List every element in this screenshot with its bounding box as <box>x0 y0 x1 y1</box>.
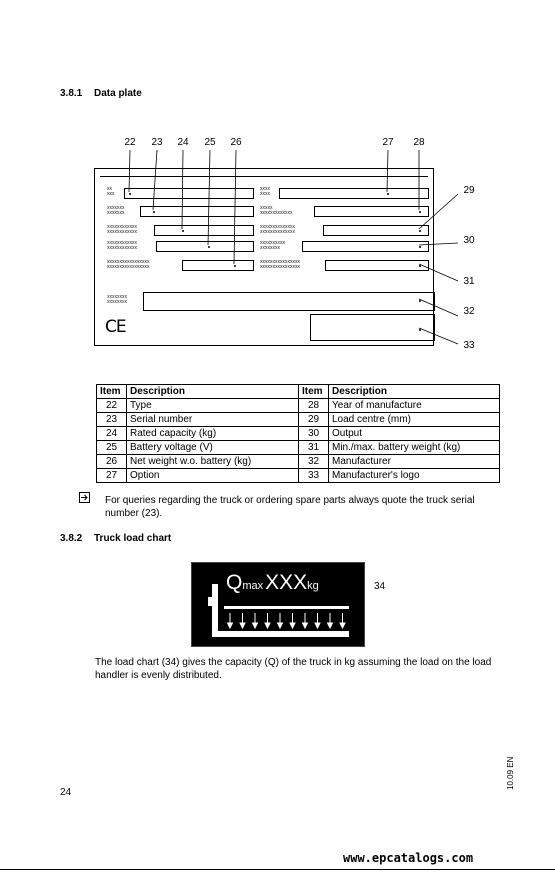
ce-mark: CE <box>105 317 126 337</box>
section-title: Truck load chart <box>94 533 172 544</box>
item-cell: 29 <box>299 413 329 427</box>
item-cell: 32 <box>299 455 329 469</box>
plate-label: xxxxxxx xxxxxxx <box>107 205 125 216</box>
description-cell: Rated capacity (kg) <box>127 427 299 441</box>
table-row <box>97 469 500 483</box>
load-arrow-head <box>328 623 333 628</box>
header-description: Description <box>329 385 500 399</box>
plate-label: xxxxxxxxxxxx xxxxxxxxxxxx <box>107 240 137 251</box>
load-arrow-head <box>265 623 270 628</box>
footer-url[interactable]: www.epcatalogs.com <box>343 851 474 865</box>
table-row <box>97 399 500 413</box>
callout-24: 24 <box>177 137 189 148</box>
load-arrow-head <box>253 623 258 628</box>
table-header-row <box>97 385 500 399</box>
callout-25: 25 <box>204 137 216 148</box>
callout-27: 27 <box>382 137 394 148</box>
description-cell: Net weight w.o. battery (kg) <box>127 455 299 469</box>
page-number: 24 <box>60 787 72 798</box>
item-cell: 22 <box>97 399 127 413</box>
plate-label: xxxxxxxxxx xxxxxxxx <box>260 240 285 251</box>
section-title: Data plate <box>94 88 142 99</box>
plate-label: xxxxxxxx xxxxxxxx <box>107 294 127 305</box>
table-row <box>97 441 500 455</box>
table-row <box>97 427 500 441</box>
plate-label: xxxxxxxxxxxx xxxxxxxxxxxx <box>107 224 137 235</box>
table-row <box>97 455 500 469</box>
description-cell: Manufacturer <box>329 455 500 469</box>
load-arrow-head <box>303 623 308 628</box>
section-heading-truck-load-chart <box>60 533 171 544</box>
header-description: Description <box>127 385 299 399</box>
item-cell: 23 <box>97 413 127 427</box>
section-number: 3.8.2 <box>60 533 83 544</box>
qmax-label: QmaxXXXkg <box>226 571 319 594</box>
description-cell: Output <box>329 427 500 441</box>
plate-label: xxxxx xxxxxxxxxxxxx <box>260 205 293 216</box>
item-cell: 31 <box>299 441 329 455</box>
item-cell: 24 <box>97 427 127 441</box>
plate-label: xxxxxxxxxxxxxx xxxxxxxxxxxxxx <box>260 224 295 235</box>
item-cell: 30 <box>299 427 329 441</box>
callout-31: 31 <box>463 276 475 287</box>
callout-32: 32 <box>463 306 475 317</box>
footer-rule <box>0 869 555 870</box>
plate-label: xx xxx <box>107 186 115 197</box>
load-arrow-head <box>278 623 283 628</box>
description-cell: Manufacturer's logo <box>329 469 500 483</box>
description-cell: Battery voltage (V) <box>127 441 299 455</box>
item-cell: 27 <box>97 469 127 483</box>
callout-34: 34 <box>374 581 386 592</box>
load-arrow-head <box>290 623 295 628</box>
load-arrow-head <box>315 623 320 628</box>
callout-33: 33 <box>463 340 475 351</box>
callout-26: 26 <box>230 137 242 148</box>
load-chart-figure <box>191 562 365 647</box>
item-cell: 26 <box>97 455 127 469</box>
callout-28: 28 <box>413 137 425 148</box>
callout-29: 29 <box>463 185 475 196</box>
callout-22: 22 <box>124 137 136 148</box>
load-arrow-head <box>228 623 233 628</box>
callout-30: 30 <box>463 235 475 246</box>
description-cell: Serial number <box>127 413 299 427</box>
fork-diagram <box>192 563 364 646</box>
load-chart-description: The load chart (34) gives the capacity (Q) of the truck in kg assuming the load on the load handler is evenly distributed. <box>95 657 492 681</box>
load-arrow-head <box>340 623 345 628</box>
description-cell: Option <box>127 469 299 483</box>
header-item: Item <box>97 385 127 399</box>
description-table <box>96 384 500 483</box>
edition-label: 10.09 EN <box>506 756 515 790</box>
item-cell: 25 <box>97 441 127 455</box>
arrow-right-icon <box>79 492 90 503</box>
header-item: Item <box>299 385 329 399</box>
description-cell: Min./max. battery weight (kg) <box>329 441 500 455</box>
plate-label: xxxx xxxx <box>260 186 270 197</box>
description-cell: Type <box>127 399 299 413</box>
table-row <box>97 413 500 427</box>
item-cell: 28 <box>299 399 329 413</box>
serial-number-note: For queries regarding the truck or ordering spare parts always quote the truck serial number (23). <box>105 495 475 519</box>
description-cell: Year of manufacture <box>329 399 500 413</box>
section-number: 3.8.1 <box>60 88 83 99</box>
load-arrow-head <box>240 623 245 628</box>
item-cell: 33 <box>299 469 329 483</box>
plate-label: xxxxxxxxxxxxxxxxx xxxxxxxxxxxxxxxxx <box>107 259 150 270</box>
callout-23: 23 <box>151 137 163 148</box>
description-cell: Load centre (mm) <box>329 413 500 427</box>
plate-label: xxxxxxxxxxxxxxxx xxxxxxxxxxxxxxxx <box>260 259 300 270</box>
